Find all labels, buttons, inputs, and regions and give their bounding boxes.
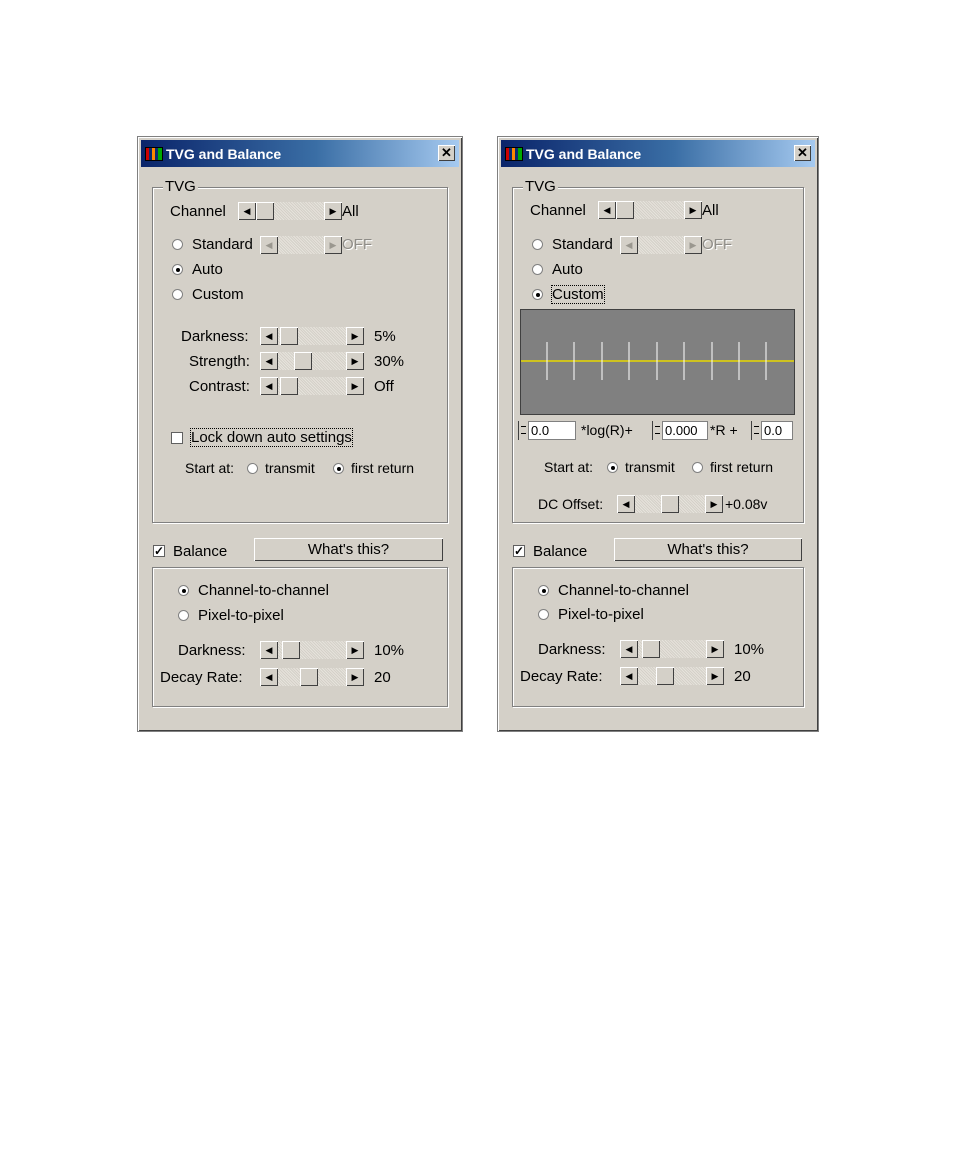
darkness-label: Darkness: bbox=[181, 328, 249, 345]
arrow-left-icon[interactable]: ◀ bbox=[260, 668, 278, 686]
strength-label: Strength: bbox=[189, 353, 250, 370]
log-coefficient-field[interactable]: 0.0 bbox=[528, 421, 576, 440]
auto-radio[interactable] bbox=[172, 264, 183, 275]
first-return-radio[interactable] bbox=[333, 463, 344, 474]
start-at-label: Start at: bbox=[185, 460, 235, 476]
first-return-label: first return bbox=[351, 460, 415, 476]
channel-to-channel-label: Channel-to-channel bbox=[198, 582, 329, 599]
dc-offset-label: DC Offset: bbox=[538, 496, 604, 512]
decay-rate-value: 20 bbox=[374, 669, 391, 686]
arrow-left-icon[interactable]: ◀ bbox=[620, 640, 638, 658]
standard-value: OFF bbox=[702, 236, 732, 253]
channel-scrollbar[interactable] bbox=[598, 201, 702, 219]
transmit-label: transmit bbox=[625, 459, 675, 475]
decay-rate-scrollbar[interactable] bbox=[620, 667, 724, 685]
custom-radio[interactable] bbox=[532, 289, 543, 300]
arrow-left-icon[interactable]: ◀ bbox=[260, 377, 278, 395]
constant-field[interactable]: 0.0 bbox=[761, 421, 793, 440]
channel-value: All bbox=[342, 203, 359, 220]
arrow-right-icon: ▶ bbox=[324, 236, 342, 254]
close-icon[interactable]: ✕ bbox=[794, 145, 811, 161]
balance-label: Balance bbox=[533, 543, 588, 560]
arrow-right-icon: ▶ bbox=[684, 236, 702, 254]
close-icon[interactable]: ✕ bbox=[438, 145, 455, 161]
auto-label: Auto bbox=[552, 261, 583, 278]
custom-radio[interactable] bbox=[172, 289, 183, 300]
contrast-scrollbar[interactable] bbox=[260, 377, 364, 395]
r-term-label: *R + bbox=[710, 422, 738, 438]
balance-darkness-value: 10% bbox=[374, 642, 405, 659]
tvg-balance-window-custom bbox=[497, 136, 819, 732]
arrow-left-icon: ◀ bbox=[260, 236, 278, 254]
balance-darkness-scrollbar[interactable] bbox=[260, 641, 364, 659]
log-term-label: *log(R)+ bbox=[581, 422, 633, 438]
decay-rate-label: Decay Rate: bbox=[520, 668, 603, 685]
balance-label: Balance bbox=[173, 543, 228, 560]
darkness-scrollbar[interactable] bbox=[260, 327, 364, 345]
scroll-thumb[interactable] bbox=[280, 327, 298, 345]
arrow-left-icon[interactable]: ◀ bbox=[617, 495, 635, 513]
channel-label: Channel bbox=[170, 203, 226, 220]
auto-label: Auto bbox=[192, 261, 223, 278]
arrow-left-icon: ◀ bbox=[620, 236, 638, 254]
scroll-thumb[interactable] bbox=[280, 377, 298, 395]
scroll-thumb[interactable] bbox=[656, 667, 674, 685]
contrast-value: Off bbox=[374, 378, 394, 395]
contrast-label: Contrast: bbox=[189, 378, 250, 395]
first-return-radio[interactable] bbox=[692, 462, 703, 473]
pixel-to-pixel-radio[interactable] bbox=[538, 609, 549, 620]
transmit-radio[interactable] bbox=[247, 463, 258, 474]
auto-radio[interactable] bbox=[532, 264, 543, 275]
arrow-left-icon[interactable]: ◀ bbox=[620, 667, 638, 685]
pixel-to-pixel-radio[interactable] bbox=[178, 610, 189, 621]
decay-rate-label: Decay Rate: bbox=[160, 669, 243, 686]
scroll-thumb[interactable] bbox=[616, 201, 634, 219]
custom-label: Custom bbox=[192, 286, 244, 303]
tvg-group-label: TVG bbox=[525, 178, 556, 195]
arrow-right-icon[interactable]: ▶ bbox=[706, 667, 724, 685]
tvg-group-label: TVG bbox=[165, 178, 196, 195]
linear-coefficient-field[interactable]: 0.000 bbox=[662, 421, 708, 440]
standard-value: OFF bbox=[342, 236, 372, 253]
balance-checkbox[interactable]: ✓ bbox=[514, 544, 525, 558]
channel-to-channel-label: Channel-to-channel bbox=[558, 582, 689, 599]
balance-darkness-value: 10% bbox=[734, 641, 765, 658]
whats-this-button[interactable]: What's this? bbox=[614, 538, 802, 561]
strength-value: 30% bbox=[374, 353, 405, 370]
scroll-thumb[interactable] bbox=[642, 640, 660, 658]
transmit-radio[interactable] bbox=[607, 462, 618, 473]
standard-radio[interactable] bbox=[172, 239, 183, 250]
scroll-thumb[interactable] bbox=[282, 641, 300, 659]
pixel-to-pixel-label: Pixel-to-pixel bbox=[558, 606, 644, 623]
lock-label: Lock down auto settings bbox=[191, 429, 352, 446]
arrow-left-icon[interactable]: ◀ bbox=[260, 352, 278, 370]
standard-label: Standard bbox=[552, 236, 613, 253]
standard-label: Standard bbox=[192, 236, 253, 253]
title-bar[interactable] bbox=[141, 140, 459, 167]
balance-darkness-scrollbar[interactable] bbox=[620, 640, 724, 658]
standard-scrollbar bbox=[620, 236, 702, 254]
window-title: TVG and Balance bbox=[166, 145, 282, 162]
decay-rate-scrollbar[interactable] bbox=[260, 668, 364, 686]
tvg-balance-window-auto bbox=[137, 136, 463, 732]
whats-this-button[interactable]: What's this? bbox=[254, 538, 443, 561]
dc-offset-scrollbar[interactable] bbox=[617, 495, 723, 513]
pixel-to-pixel-label: Pixel-to-pixel bbox=[198, 607, 284, 624]
spin-icon[interactable] bbox=[518, 421, 527, 440]
scroll-thumb[interactable] bbox=[256, 202, 274, 220]
balance-checkbox[interactable]: ✓ bbox=[154, 544, 165, 558]
arrow-right-icon[interactable]: ▶ bbox=[346, 352, 364, 370]
first-return-label: first return bbox=[710, 459, 774, 475]
standard-radio[interactable] bbox=[532, 239, 543, 250]
lock-checkbox[interactable] bbox=[171, 432, 183, 444]
window-title: TVG and Balance bbox=[526, 145, 642, 162]
arrow-left-icon[interactable]: ◀ bbox=[260, 327, 278, 345]
custom-label: Custom bbox=[552, 286, 604, 303]
channel-to-channel-radio[interactable] bbox=[178, 585, 189, 596]
arrow-right-icon[interactable]: ▶ bbox=[346, 377, 364, 395]
arrow-right-icon[interactable]: ▶ bbox=[706, 640, 724, 658]
arrow-right-icon[interactable]: ▶ bbox=[684, 201, 702, 219]
balance-darkness-label: Darkness: bbox=[178, 642, 246, 659]
strength-scrollbar[interactable] bbox=[260, 352, 364, 370]
arrow-right-icon[interactable]: ▶ bbox=[324, 202, 342, 220]
arrow-left-icon[interactable]: ◀ bbox=[238, 202, 256, 220]
spin-icon[interactable] bbox=[652, 421, 661, 440]
tvg-curve-svg bbox=[521, 310, 794, 414]
arrow-left-icon[interactable]: ◀ bbox=[260, 641, 278, 659]
channel-to-channel-radio[interactable] bbox=[538, 585, 549, 596]
start-at-label: Start at: bbox=[544, 459, 594, 475]
app-icon bbox=[145, 147, 163, 161]
transmit-label: transmit bbox=[265, 460, 315, 476]
decay-rate-value: 20 bbox=[734, 668, 751, 685]
arrow-right-icon[interactable]: ▶ bbox=[346, 641, 364, 659]
channel-value: All bbox=[702, 202, 719, 219]
scroll-thumb[interactable] bbox=[294, 352, 312, 370]
arrow-left-icon[interactable]: ◀ bbox=[598, 201, 616, 219]
arrow-right-icon[interactable]: ▶ bbox=[346, 668, 364, 686]
app-icon bbox=[505, 147, 523, 161]
channel-label: Channel bbox=[530, 202, 586, 219]
arrow-right-icon[interactable]: ▶ bbox=[705, 495, 723, 513]
scroll-thumb[interactable] bbox=[661, 495, 679, 513]
title-bar[interactable] bbox=[501, 140, 815, 167]
spin-icon[interactable] bbox=[751, 421, 760, 440]
scroll-thumb[interactable] bbox=[300, 668, 318, 686]
arrow-right-icon[interactable]: ▶ bbox=[346, 327, 364, 345]
tvg-curve-graph bbox=[520, 309, 795, 415]
balance-darkness-label: Darkness: bbox=[538, 641, 606, 658]
channel-scrollbar[interactable] bbox=[238, 202, 342, 220]
standard-scrollbar bbox=[260, 236, 342, 254]
dc-offset-value: +0.08v bbox=[725, 496, 768, 512]
darkness-value: 5% bbox=[374, 328, 396, 345]
